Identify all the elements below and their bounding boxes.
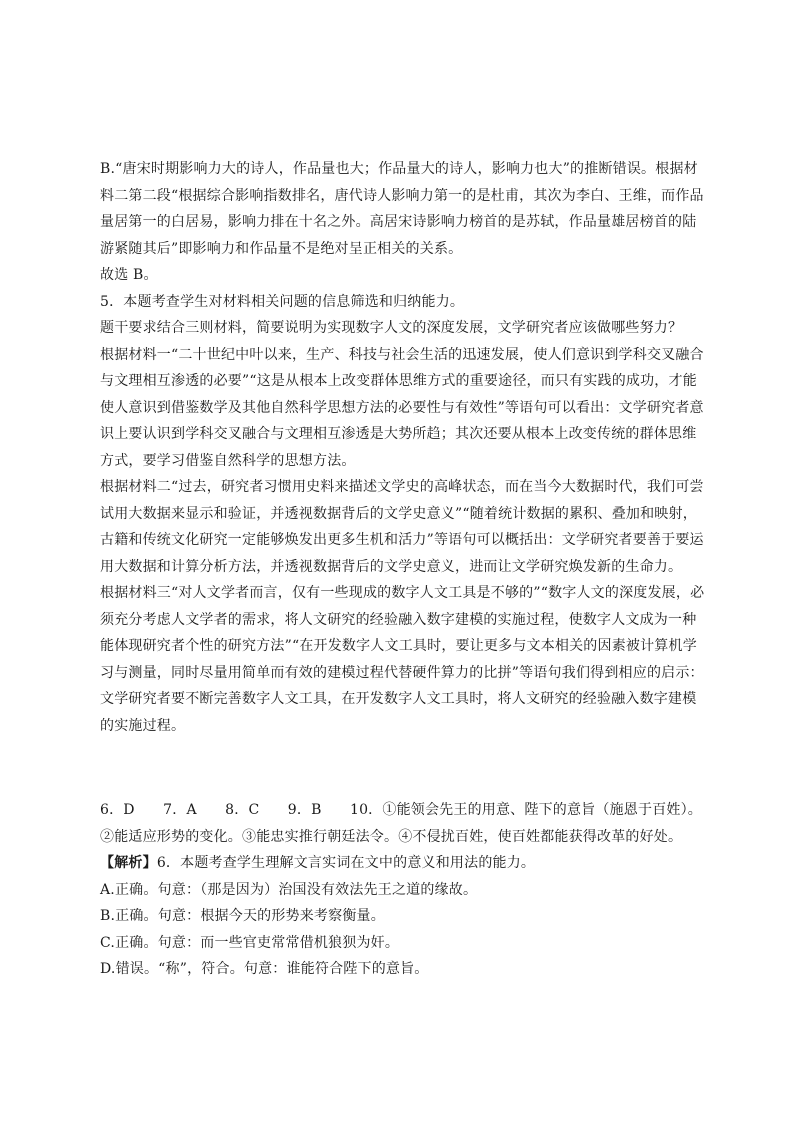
paragraph-choose-b: 故选 B。: [100, 267, 158, 283]
paragraph-q5-requirement: 题干要求结合三则材料，简要说明为实现数字人文的深度发展，文学研究者应该做哪些努力？: [100, 320, 683, 336]
option-b: B.正确。句意：根据今天的形势来考察衡量。: [100, 908, 385, 924]
option-c: C.正确。句意：而一些官吏常常借机狼狈为奸。: [100, 934, 400, 951]
paragraph-material-three: 根据材料三“对人文学者而言，仅有一些现成的数字人文工具是不够的”“数字人文的深度发展，必须充分考虑人文学者的需求，将人文研究的经验融入数字建模的实施过程，使数字人文成为一种能体现研究者个性的研究方法”“在开发数字人文工具时，要让更多与文本相关的因素被计算机学习与测量，同时尽量用简单而有效的建模过程代替硬件算力的比拼”等语句我们得到相应的启示：文学研究者要不断完善数字人文工具，在开发数字人文工具时，将人文研究的经验融入数字建模的实施过程。: [100, 585, 705, 734]
paragraph-material-two: 根据材料二“过去，研究者习惯用史料来描述文学史的高峰状态，而在当今大数据时代，我们可尝试用大数据来显示和验证，并透视数据背后的文学史意义”“随着统计数据的累积、叠加和映射，古籍和传统文化研究一定能够焕发出更多生机和活力”等语句可以概括出：文学研究者要善于要运用大数据和计算分析方法，并透视数据背后的文学史意义，进而让文学研究焕发新的生命力。: [100, 479, 704, 575]
analysis-label: 【解析】: [100, 855, 157, 871]
analysis-intro-text: 6．本题考查学生理解文言实词在文中的意义和用法的能力。: [156, 855, 536, 871]
paragraph-analysis-intro: [100, 850, 710, 877]
paragraph-answers-6-10: 6．D 7．A 8．C 9．B 10．①能领会先王的用意、陛下的意旨（施恩于百姓）。②能适应形势的变化。③能忠实推行朝廷法令。④不侵扰百姓，使百姓都能获得改革的好处。: [100, 802, 702, 845]
document-body: [100, 156, 710, 983]
option-d: D.错误。“称”，符合。句意：谁能符合陛下的意旨。: [100, 961, 429, 977]
paragraph-option-b-explanation: B.“唐宋时期影响力大的诗人，作品量也大；作品量大的诗人，影响力也大”的推断错误。根据材料二第二段“根据综合影响指数排名，唐代诗人影响力第一的是杜甫，其次为李白、王维，而作品量居第一的白居易，影响力排在十名之外。高居宋诗影响力榜首的是苏轼，作品量雄居榜首的陆游紧随其后”即影响力和作品量不是绝对呈正相关的关系。: [100, 161, 704, 257]
paragraph-q5-intro: 5．本题考查学生对材料相关问题的信息筛选和归纳能力。: [100, 293, 465, 310]
paragraph-material-one: 根据材料一“二十世纪中叶以来，生产、科技与社会生活的迅速发展，使人们意识到学科交叉融合与文理相互渗透的必要”“这是从根本上改变群体思维方式的重要途径，而只有实践的成功，才能使人意识到借鉴数学及其他自然科学思想方法的必要性与有效性”等语句可以看出：文学研究者意识上要认识到学科交叉融合与文理相互渗透是大势所趋；其次还要从根本上改变传统的群体思维方式，要学习借鉴自然科学的思想方法。: [100, 346, 704, 469]
section-spacer: [100, 739, 710, 797]
option-a: A.正确。句意：（那是因为）治国没有效法先王之道的缘故。: [100, 881, 478, 898]
